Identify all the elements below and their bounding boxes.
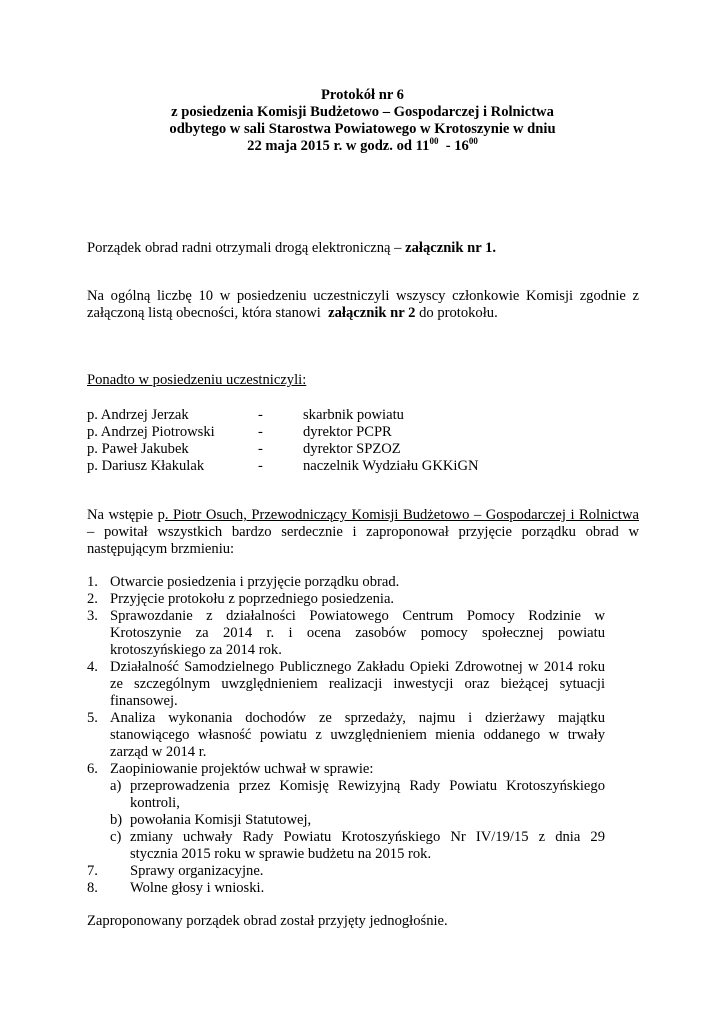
end-time-sup: 00: [468, 136, 478, 146]
agenda-item-5-line: stanowiącego własność powiatu z uwzględnieniem mienia oddanego w trwały: [110, 727, 605, 743]
person-dash: -: [258, 458, 263, 474]
agenda-number: 6.: [87, 761, 98, 777]
person-name: p. Andrzej Jerzak: [87, 407, 189, 423]
agenda-info: [87, 240, 496, 257]
agenda-number: 7.: [87, 863, 98, 879]
date-text: 22 maja 2015 r. w godz. od 11: [247, 138, 430, 154]
attendance-text: załączoną listą obecności, która stanowi: [87, 305, 329, 321]
person-name: p. Dariusz Kłakulak: [87, 458, 205, 474]
person-name: p. Paweł Jakubek: [87, 441, 189, 457]
agenda-subletter: b): [110, 812, 123, 828]
chairman-name: . Piotr Osuch, Przewodniczący Komisji Budżetowo – Gospodarczej i Rolnictwa: [164, 507, 639, 523]
agenda-number: 2.: [87, 591, 98, 607]
agenda-item-3-line: Krotoszynie za 2014 r. i ocena zasobów pomocy społecznej powiatu: [110, 625, 605, 641]
intro-prefix: Na wstępie p: [87, 507, 165, 523]
agenda-subitem-c-line: zmiany uchwały Rady Powiatu Krotoszyńskiego Nr IV/19/15 z dnia 29: [130, 829, 605, 845]
agenda-number: 8.: [87, 880, 98, 896]
agenda-number: 1.: [87, 574, 98, 590]
person-name: p. Andrzej Piotrowski: [87, 424, 215, 440]
agenda-item-2: Przyjęcie protokołu z poprzedniego posiedzenia.: [110, 591, 395, 607]
agenda-subletter: a): [110, 778, 122, 794]
header-line-3: odbytego w sali Starostwa Powiatowego w Krotoszynie w dniu: [169, 121, 556, 137]
agenda-number: 3.: [87, 608, 98, 624]
person-role: naczelnik Wydziału GKKiGN: [303, 458, 479, 474]
protocol-title: Protokół nr 6: [321, 87, 404, 103]
agenda-number: 4.: [87, 659, 98, 675]
agenda-item-4-line: Działalność Samodzielnego Publicznego Zakładu Opieki Zdrowotnej w 2014 roku: [110, 659, 605, 675]
date-mid: - 16: [438, 138, 469, 154]
agenda-number: 5.: [87, 710, 98, 726]
header-line-2: z posiedzenia Komisji Budżetowo – Gospodarczej i Rolnictwa: [171, 104, 554, 120]
agenda-subitem-b: powołania Komisji Statutowej,: [130, 812, 312, 828]
also-present-heading: Ponadto w posiedzeniu uczestniczyli:: [87, 372, 307, 388]
person-role: skarbnik powiatu: [303, 407, 404, 423]
agenda-item-6: Zaopiniowanie projektów uchwał w sprawie:: [110, 761, 374, 777]
intro-line-1: [87, 507, 639, 524]
agenda-item-5-line: Analiza wykonania dochodów ze sprzedaży, najmu i dzierżawy majątku: [110, 710, 605, 726]
person-role: dyrektor PCPR: [303, 424, 392, 440]
intro-line-2: – powitał wszystkich bardzo serdecznie i zaproponował przyjęcie porządku obrad w: [87, 524, 639, 540]
attendance-line-1: Na ogólną liczbę 10 w posiedzeniu uczestniczyli wszyscy członkowie Komisji zgodnie z: [87, 288, 639, 304]
agenda-subitem-a-line: kontroli,: [130, 795, 180, 811]
intro-line-3: następującym brzmieniu:: [87, 541, 235, 557]
agenda-item-5-line: zarząd w 2014 r.: [110, 744, 207, 760]
agenda-item-3-line: krotoszyńskiego za 2014 rok.: [110, 642, 282, 658]
attendance-line-2: [87, 305, 498, 322]
person-dash: -: [258, 407, 263, 423]
attachment-2-label: załącznik nr 2: [328, 305, 416, 321]
attendance-end: do protokołu.: [415, 305, 498, 321]
agenda-item-3-line: Sprawozdanie z działalności Powiatowego Centrum Pomocy Rodzinie w: [110, 608, 605, 624]
agenda-subitem-c-line: stycznia 2015 roku w sprawie budżetu na 2015 rok.: [130, 846, 432, 862]
person-dash: -: [258, 424, 263, 440]
person-role: dyrektor SPZOZ: [303, 441, 401, 457]
start-time-sup: 00: [429, 136, 439, 146]
header-date-line: [0, 138, 725, 155]
person-dash: -: [258, 441, 263, 457]
attachment-1-label: załącznik nr 1.: [405, 240, 497, 256]
agenda-subletter: c): [110, 829, 122, 845]
agenda-item-4-line: ze szczególnym uwzględnieniem realizacji inwestycji oraz bieżącej sytuacji: [110, 676, 605, 692]
agenda-item-7: Sprawy organizacyjne.: [130, 863, 264, 879]
agenda-item-1: Otwarcie posiedzenia i przyjęcie porządku obrad.: [110, 574, 400, 590]
agenda-info-text: Porządek obrad radni otrzymali drogą elektroniczną –: [87, 240, 406, 256]
agenda-item-4-line: finansowej.: [110, 693, 178, 709]
agenda-item-8: Wolne głosy i wnioski.: [130, 880, 265, 896]
agenda-accepted-note: Zaproponowany porządek obrad został przyjęty jednogłośnie.: [87, 913, 448, 929]
agenda-subitem-a-line: przeprowadzenia przez Komisję Rewizyjną Rady Powiatu Krotoszyńskiego: [130, 778, 605, 794]
